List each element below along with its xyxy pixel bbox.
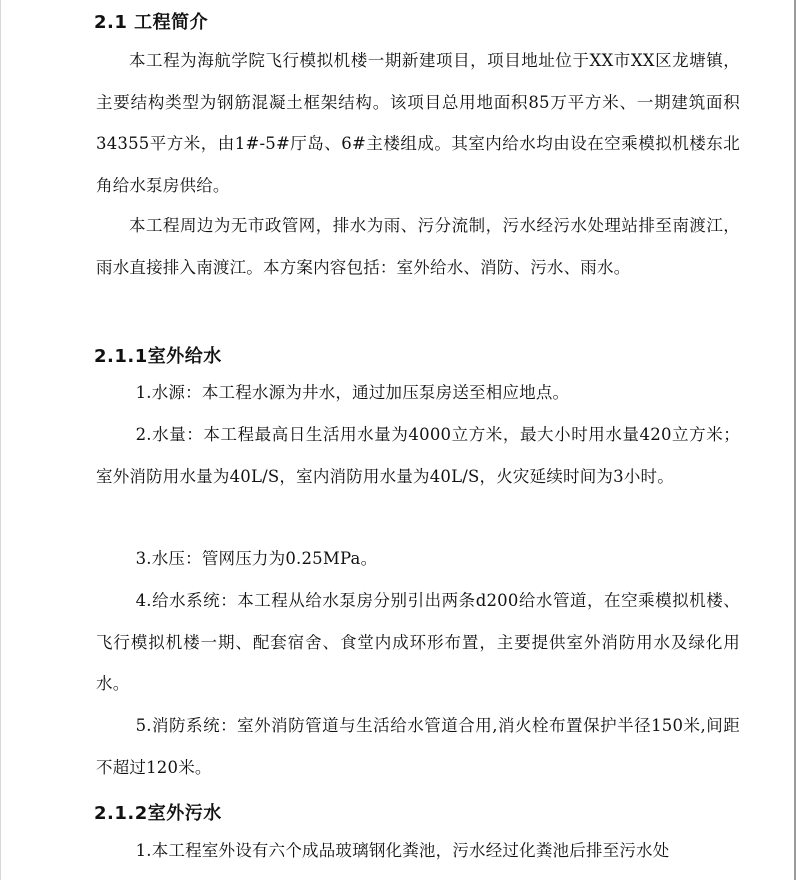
subsection-heading-outdoor-water-supply: 2.1.1室外给水 — [94, 346, 222, 367]
water-item-4: 4.给水系统：本工程从给水泵房分别引出两条d200给水管道，在空乘模拟机楼、飞行模拟机楼一期、配套宿舍、食堂内成环形布置，主要提供室外消防用水及绿化用水。 — [96, 591, 740, 693]
water-item-5: 5.消防系统：室外消防管道与生活给水管道合用,消火栓布置保护半径150米,间距不超过120米。 — [96, 716, 740, 777]
water-item-3: 3.水压：管网压力为0.25MPa。 — [135, 549, 378, 568]
page-left-edge — [0, 0, 1, 880]
subsection-heading-outdoor-sewage: 2.1.2室外污水 — [94, 803, 222, 824]
section-heading-project-overview: 2.1 工程简介 — [94, 12, 209, 33]
sewage-item-1: 1.本工程室外设有六个成品玻璃钢化粪池，污水经过化粪池后排至污水处 — [135, 841, 670, 860]
water-item-1: 1.水源：本工程水源为井水，通过加压泵房送至相应地点。 — [135, 383, 570, 402]
intro-paragraph-2: 本工程周边为无市政管网，排水为雨、污分流制，污水经污水处理站排至南渡江，雨水直接排入南渡江。本方案内容包括：室外给水、消防、污水、雨水。 — [96, 216, 740, 277]
water-item-2: 2.水量：本工程最高日生活用水量为4000立方米，最大小时用水量420立方米；室外消防用水量为40L/S，室内消防用水量为40L/S，火灾延续时间为3小时。 — [96, 425, 740, 486]
intro-paragraph-1: 本工程为海航学院飞行模拟机楼一期新建项目，项目地址位于XX市XX区龙塘镇，主要结构类型为钢筋混凝土框架结构。该项目总用地面积85万平方米、一期建筑面积34355平方米，由1#-5#厅岛、6#主楼组成。其室内给水均由设在空乘模拟机楼东北角给水泵房供给。 — [96, 51, 740, 195]
